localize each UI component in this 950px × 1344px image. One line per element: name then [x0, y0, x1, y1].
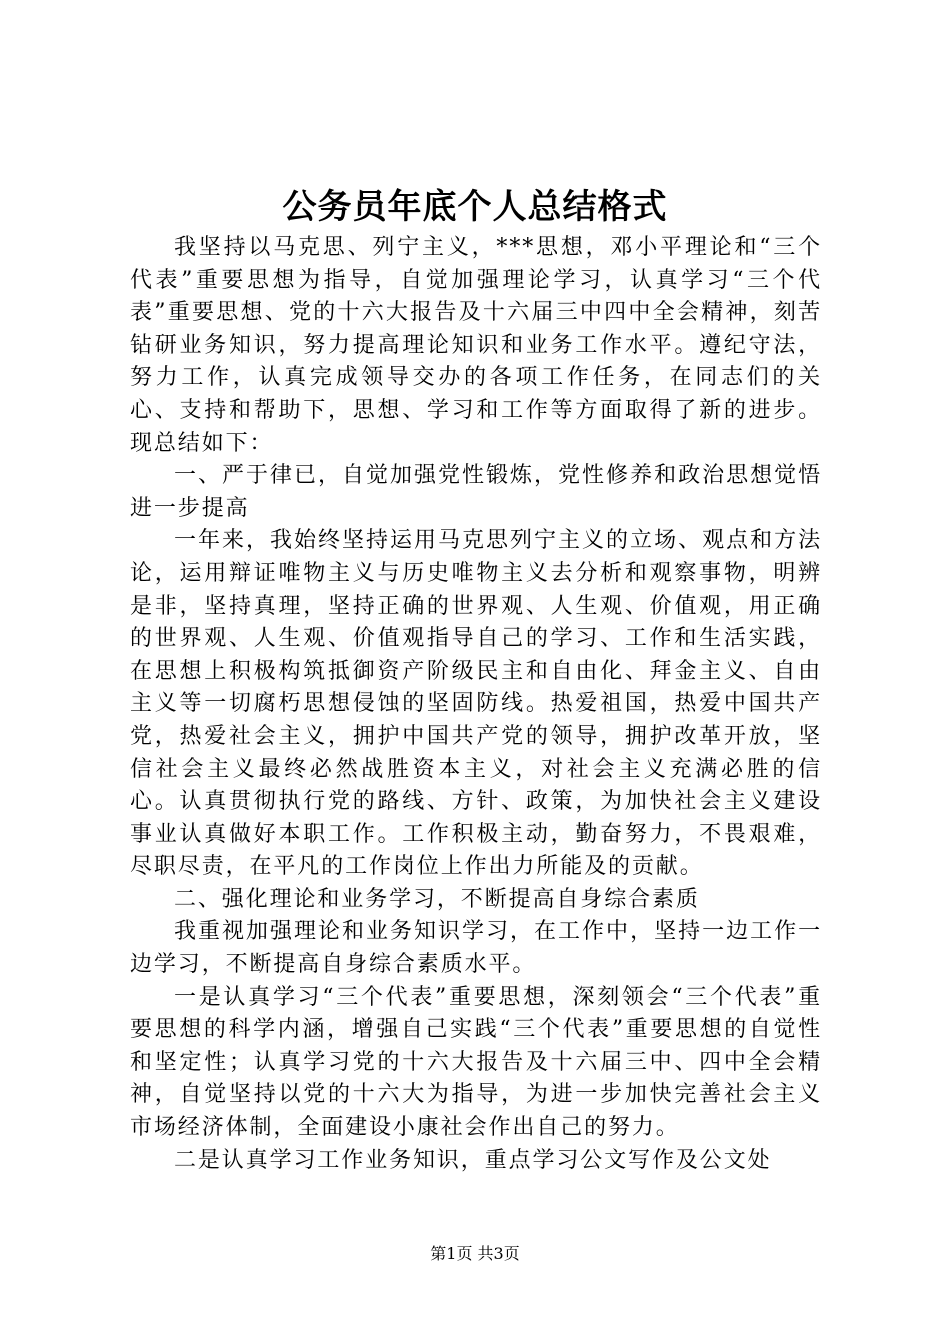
- section-heading-2: 二、强化理论和业务学习，不断提高自身综合素质: [174, 886, 700, 912]
- page-footer: 第1页 共3页: [430, 1244, 520, 1263]
- section-heading-1: 一、严于律已，自觉加强党性锻炼，党性修养和政治思想觉悟进一步提高: [130, 463, 822, 521]
- paragraph-point-2: 二是认真学习工作业务知识，重点学习公文写作及公文处: [174, 1147, 772, 1173]
- paragraph-section-1: 一年来，我始终坚持运用马克思列宁主义的立场、观点和方法论，运用辩证唯物主义与历史唯物主义去分析和观察事物，明辨是非，坚持真理，坚持正确的世界观、人生观、价值观，用正确的世界观、人生观、价值观指导自己的学习、工作和生活实践，在思想上积极构筑抵御资产阶级民主和自由化、拜金主义、自由主义等一切腐朽思想侵蚀的坚固防线。热爱祖国，热爱中国共产党，热爱社会主义，拥护中国共产党的领导，拥护改革开放，坚信社会主义最终必然战胜资本主义，对社会主义充满必胜的信心。认真贯彻执行党的路线、方针、政策，为加快社会主义建设事业认真做好本职工作。工作积极主动，勤奋努力，不畏艰难，尽职尽责，在平凡的工作岗位上作出力所能及的贡献。: [130, 528, 822, 880]
- paragraph-point-1: 一是认真学习“三个代表”重要思想，深刻领会“三个代表”重要思想的科学内涵，增强自己实践“三个代表”重要思想的自觉性和坚定性；认真学习党的十六大报告及十六届三中、四中全会精神，自觉坚持以党的十六大为指导，为进一步加快完善社会主义市场经济体制，全面建设小康社会作出自己的努力。: [130, 984, 822, 1141]
- paragraph-intro: 我坚持以马克思、列宁主义，***思想，邓小平理论和“三个代表”重要思想为指导，自觉加强理论学习，认真学习“三个代表”重要思想、党的十六大报告及十六届三中四中全会精神，刻苦钻研业务知识，努力提高理论知识和业务工作水平。遵纪守法，努力工作，认真完成领导交办的各项工作任务，在同志们的关心、支持和帮助下，思想、学习和工作等方面取得了新的进步。现总结如下：: [130, 235, 822, 456]
- paragraph-section-2-intro: 我重视加强理论和业务知识学习，在工作中，坚持一边工作一边学习，不断提高自身综合素质水平。: [130, 919, 822, 978]
- document-title: 公务员年底个人总结格式: [282, 187, 668, 227]
- document-body: [130, 232, 822, 1177]
